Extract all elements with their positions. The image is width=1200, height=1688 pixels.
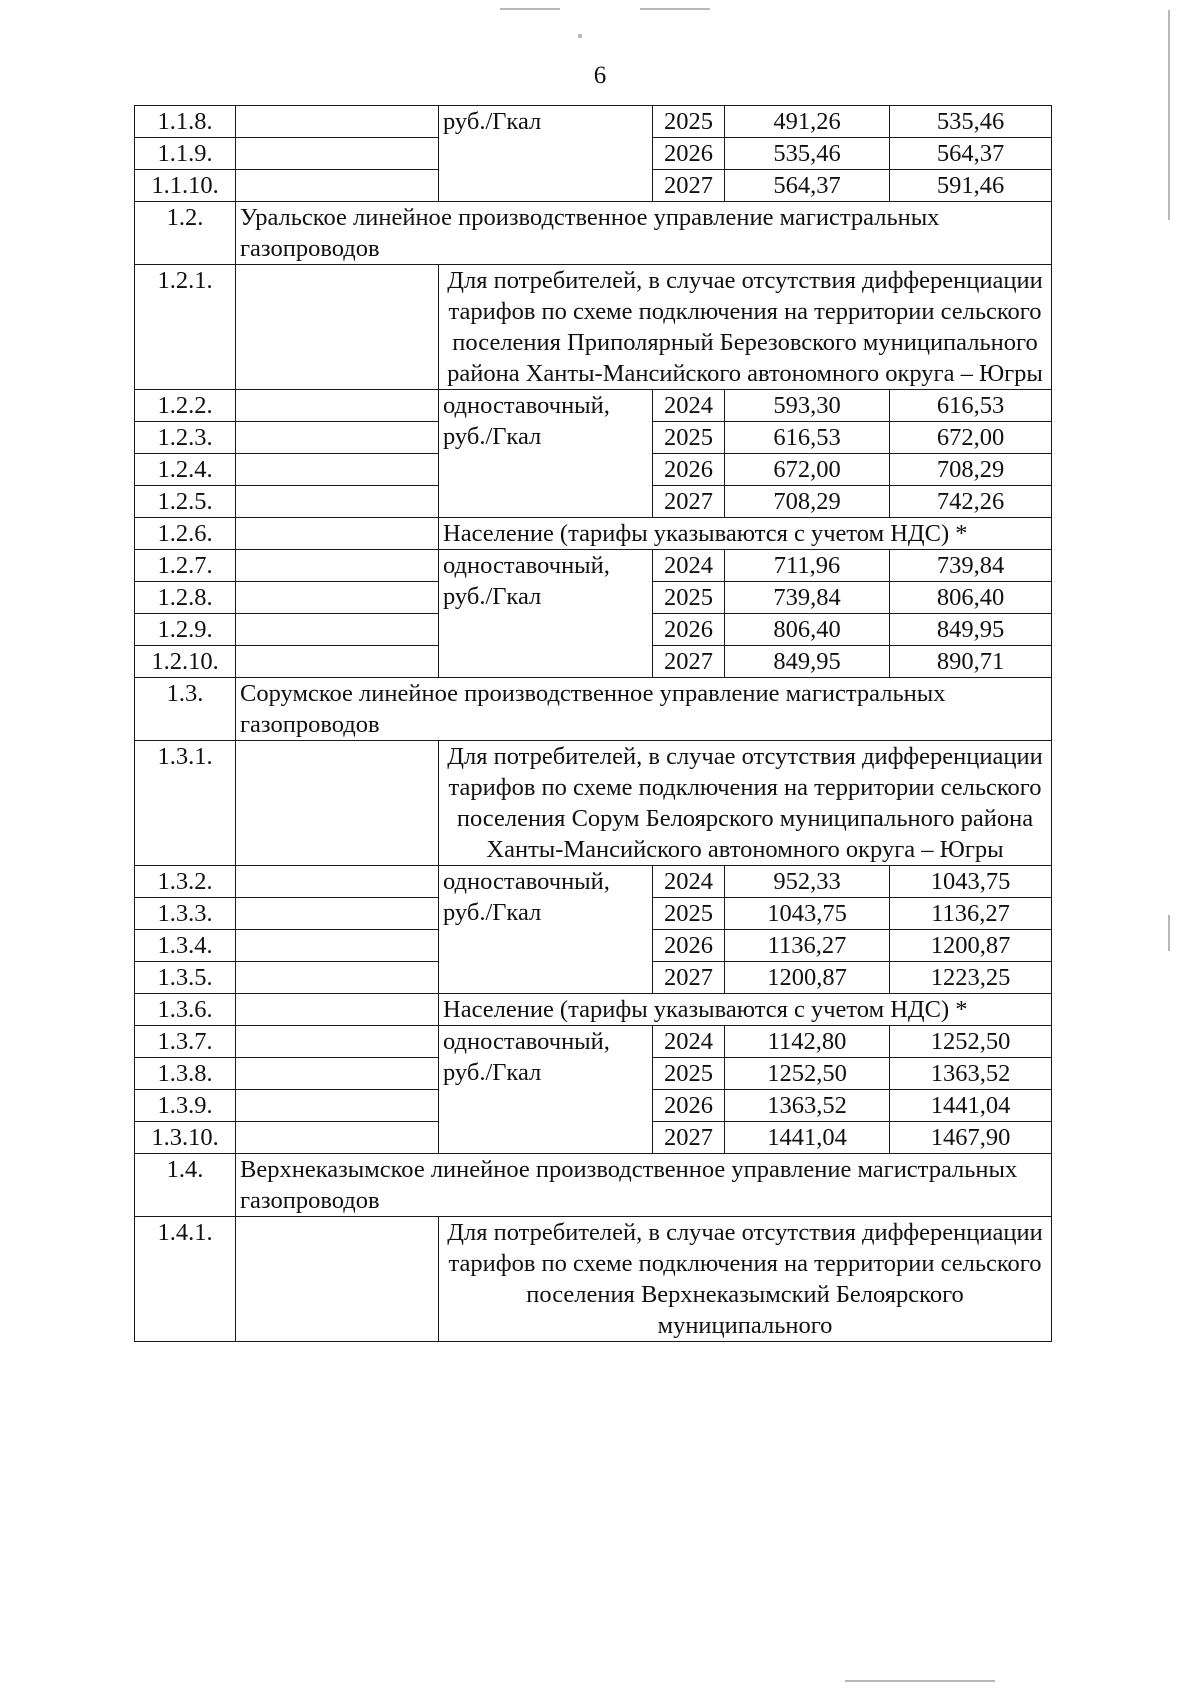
value-cell: 1363,52	[890, 1058, 1052, 1090]
row-number: 1.2.7.	[135, 550, 236, 582]
value-cell: 491,26	[725, 106, 890, 138]
value-cell: 1043,75	[890, 866, 1052, 898]
scan-noise	[845, 1680, 995, 1682]
row-number: 1.2.8.	[135, 582, 236, 614]
year-cell: 2025	[653, 1058, 725, 1090]
row-number: 1.2.1.	[135, 265, 236, 390]
row-number: 1.4.1.	[135, 1217, 236, 1342]
value-cell: 1467,90	[890, 1122, 1052, 1154]
year-cell: 2025	[653, 582, 725, 614]
row-number: 1.3.2.	[135, 866, 236, 898]
scan-noise	[1168, 915, 1170, 951]
value-cell: 1142,80	[725, 1026, 890, 1058]
value-cell: 672,00	[725, 454, 890, 486]
empty-cell	[236, 1217, 439, 1342]
empty-cell	[236, 106, 439, 138]
row-number: 1.3.6.	[135, 994, 236, 1026]
value-cell: 952,33	[725, 866, 890, 898]
empty-cell	[236, 1058, 439, 1090]
row-number: 1.3.1.	[135, 741, 236, 866]
value-cell: 711,96	[725, 550, 890, 582]
empty-cell	[236, 1026, 439, 1058]
row-number: 1.2.3.	[135, 422, 236, 454]
row-number: 1.2.2.	[135, 390, 236, 422]
value-cell: 806,40	[725, 614, 890, 646]
empty-cell	[236, 962, 439, 994]
value-cell: 616,53	[890, 390, 1052, 422]
year-cell: 2025	[653, 106, 725, 138]
section-number: 1.3.	[135, 678, 236, 741]
value-cell: 564,37	[725, 170, 890, 202]
value-cell: 1200,87	[725, 962, 890, 994]
year-cell: 2027	[653, 1122, 725, 1154]
section-title: Сорумское линейное производственное управление магистральных газопроводов	[236, 678, 1052, 741]
value-cell: 890,71	[890, 646, 1052, 678]
table-row	[135, 866, 1052, 898]
value-cell: 849,95	[725, 646, 890, 678]
section-title: Уральское линейное производственное управление магистральных газопроводов	[236, 202, 1052, 265]
value-cell: 535,46	[890, 106, 1052, 138]
page-number: 6	[593, 62, 607, 89]
section-number: 1.4.	[135, 1154, 236, 1217]
row-number: 1.3.5.	[135, 962, 236, 994]
population-row	[135, 994, 1052, 1026]
value-cell: 564,37	[890, 138, 1052, 170]
year-cell: 2027	[653, 486, 725, 518]
scan-noise	[640, 8, 710, 10]
empty-cell	[236, 646, 439, 678]
row-number: 1.2.6.	[135, 518, 236, 550]
year-cell: 2027	[653, 962, 725, 994]
description-row	[135, 741, 1052, 866]
empty-cell	[236, 422, 439, 454]
value-cell: 849,95	[890, 614, 1052, 646]
population-note: Население (тарифы указываются с учетом НДС) *	[439, 994, 1052, 1026]
year-cell: 2025	[653, 422, 725, 454]
empty-cell	[236, 866, 439, 898]
empty-cell	[236, 265, 439, 390]
row-number: 1.1.9.	[135, 138, 236, 170]
row-number: 1.3.8.	[135, 1058, 236, 1090]
year-cell: 2026	[653, 454, 725, 486]
value-cell: 1200,87	[890, 930, 1052, 962]
value-cell: 1136,27	[890, 898, 1052, 930]
year-cell: 2027	[653, 646, 725, 678]
section-number: 1.2.	[135, 202, 236, 265]
section-title: Верхнеказымское линейное производственное управление магистральных газопроводов	[236, 1154, 1052, 1217]
value-cell: 593,30	[725, 390, 890, 422]
row-number: 1.1.10.	[135, 170, 236, 202]
unit-cell: одноставочный, руб./Гкал	[439, 866, 653, 994]
year-cell: 2026	[653, 614, 725, 646]
description-row	[135, 1217, 1052, 1342]
empty-cell	[236, 518, 439, 550]
empty-cell	[236, 486, 439, 518]
table-row	[135, 106, 1052, 138]
year-cell: 2024	[653, 390, 725, 422]
value-cell: 742,26	[890, 486, 1052, 518]
row-number: 1.3.4.	[135, 930, 236, 962]
value-cell: 806,40	[890, 582, 1052, 614]
consumer-description: Для потребителей, в случае отсутствия дифференциации тарифов по схеме подключения на территории сельского поселения Верхнеказымский Белоярского муниципального	[439, 1217, 1052, 1342]
unit-cell: одноставочный, руб./Гкал	[439, 550, 653, 678]
row-number: 1.2.5.	[135, 486, 236, 518]
value-cell: 739,84	[890, 550, 1052, 582]
empty-cell	[236, 898, 439, 930]
row-number: 1.3.10.	[135, 1122, 236, 1154]
empty-cell	[236, 741, 439, 866]
unit-cell: одноставочный, руб./Гкал	[439, 1026, 653, 1154]
year-cell: 2026	[653, 930, 725, 962]
row-number: 1.2.4.	[135, 454, 236, 486]
section-row	[135, 678, 1052, 741]
value-cell: 535,46	[725, 138, 890, 170]
value-cell: 708,29	[890, 454, 1052, 486]
empty-cell	[236, 170, 439, 202]
value-cell: 591,46	[890, 170, 1052, 202]
empty-cell	[236, 1122, 439, 1154]
value-cell: 1223,25	[890, 962, 1052, 994]
empty-cell	[236, 390, 439, 422]
year-cell: 2026	[653, 138, 725, 170]
row-number: 1.3.3.	[135, 898, 236, 930]
consumer-description: Для потребителей, в случае отсутствия дифференциации тарифов по схеме подключения на территории сельского поселения Приполярный Березовского муниципального района Ханты-Мансийского автономного округа – Югры	[439, 265, 1052, 390]
year-cell: 2024	[653, 866, 725, 898]
population-row	[135, 518, 1052, 550]
scan-noise	[500, 8, 560, 10]
scan-noise	[1168, 10, 1170, 220]
value-cell: 1441,04	[725, 1122, 890, 1154]
row-number: 1.3.7.	[135, 1026, 236, 1058]
scan-noise	[578, 34, 582, 38]
value-cell: 739,84	[725, 582, 890, 614]
value-cell: 1252,50	[890, 1026, 1052, 1058]
population-note: Население (тарифы указываются с учетом НДС) *	[439, 518, 1052, 550]
value-cell: 616,53	[725, 422, 890, 454]
table-row	[135, 550, 1052, 582]
empty-cell	[236, 614, 439, 646]
value-cell: 1043,75	[725, 898, 890, 930]
table-row	[135, 1026, 1052, 1058]
empty-cell	[236, 550, 439, 582]
section-row	[135, 202, 1052, 265]
row-number: 1.3.9.	[135, 1090, 236, 1122]
year-cell: 2024	[653, 1026, 725, 1058]
value-cell: 1363,52	[725, 1090, 890, 1122]
value-cell: 1441,04	[890, 1090, 1052, 1122]
unit-cell: одноставочный, руб./Гкал	[439, 390, 653, 518]
value-cell: 708,29	[725, 486, 890, 518]
empty-cell	[236, 930, 439, 962]
value-cell: 672,00	[890, 422, 1052, 454]
empty-cell	[236, 138, 439, 170]
year-cell: 2025	[653, 898, 725, 930]
empty-cell	[236, 1090, 439, 1122]
tariff-table	[134, 105, 1052, 1342]
table-row	[135, 390, 1052, 422]
year-cell: 2026	[653, 1090, 725, 1122]
section-row	[135, 1154, 1052, 1217]
empty-cell	[236, 994, 439, 1026]
row-number: 1.2.10.	[135, 646, 236, 678]
unit-cell: руб./Гкал	[439, 106, 653, 202]
empty-cell	[236, 454, 439, 486]
description-row	[135, 265, 1052, 390]
year-cell: 2024	[653, 550, 725, 582]
year-cell: 2027	[653, 170, 725, 202]
consumer-description: Для потребителей, в случае отсутствия дифференциации тарифов по схеме подключения на территории сельского поселения Сорум Белоярского муниципального района Ханты-Мансийского автономного округа – Югры	[439, 741, 1052, 866]
empty-cell	[236, 582, 439, 614]
value-cell: 1252,50	[725, 1058, 890, 1090]
row-number: 1.1.8.	[135, 106, 236, 138]
row-number: 1.2.9.	[135, 614, 236, 646]
value-cell: 1136,27	[725, 930, 890, 962]
